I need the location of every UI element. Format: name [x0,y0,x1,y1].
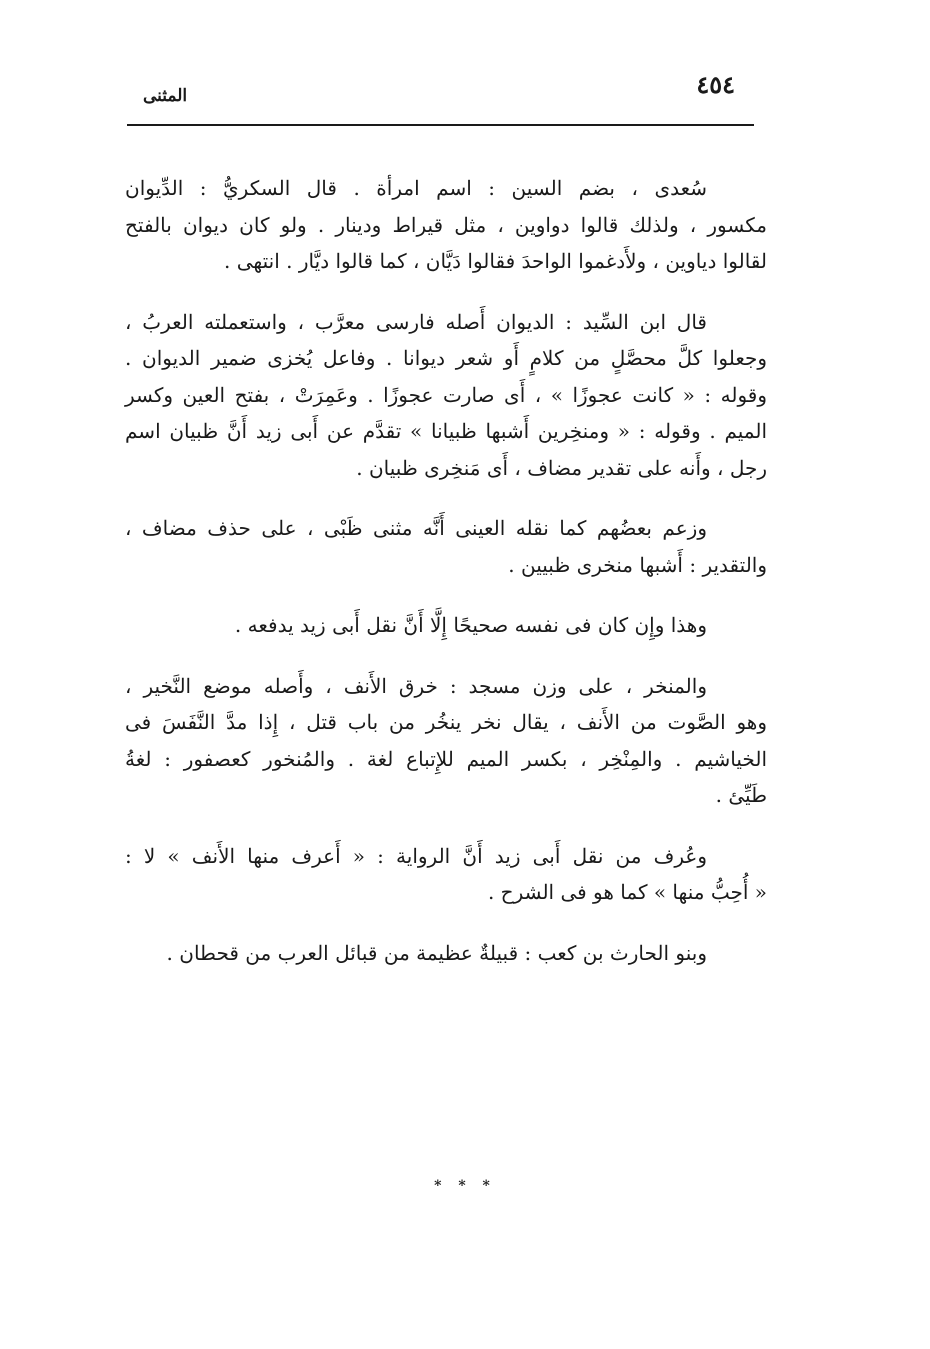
paragraph-6 [125,838,767,911]
text-line: « أُحِبُّ منها » كما هو فى الشرح . [487,880,767,904]
text-line: والمنخر ، على وزن مسجد : خرق الأَنف ، وأَصله موضع النَّخير ، [125,673,707,698]
text-line: قال ابن السِّيد : الديوان أَصله فارسى معرَّب ، واستعملته العربُ ، [125,309,707,334]
text-line: رجل ، وأَنه على تقدير مضاف ، أَى مَنخِرى ظبيان . [356,455,767,480]
running-title: المثنى [143,86,188,106]
section-ornament: * * * [434,1178,496,1194]
text-line: الخياشيم . والمِنْخِر ، بكسر الميم للإِتباع لغة . والمُنخور كعصفور : لغةُ [125,746,767,771]
page-number: ٤٥٤ [696,70,735,99]
text-line: سُعدى ، بضم السين : اسم امرأة . قال السكريُّ : الدِّيوان [125,176,707,200]
text-line: وجعلوا كلَّ محصَّلٍ من كلامٍ أَو شعر ديوانا . وفاعل يُخزى ضمير الديوان . [125,346,767,370]
text-line: وزعم بعضُهم كما نقله العينى أَنَّه مثنى ظَبْى ، على حذف مضاف ، [125,516,707,540]
text-line: وهذا وإِن كان فى نفسه صحيحًا إِلَّا أَنَّ نقل أَبى زيد يدفعه . [234,613,707,637]
text-line: والتقدير : أَشبها منخرى ظبيين . [508,552,767,577]
body-text [125,170,767,995]
text-line: وعُرف من نقل أَبى زيد أَنَّ الرواية : « أَعرف منها الأَنف » لا : [125,843,707,868]
text-line: الميم . وقوله : « ومنخِرين أَشبها ظبيانا » تقدَّم عن أَبى زيد أَنَّ ظبيان اسم [125,419,767,443]
paragraph-7 [125,935,767,972]
header-rule [127,124,754,126]
text-line: وبنو الحارث بن كعب : قبيلةٌ عظيمة من قبائل العرب من قحطان . [166,940,707,965]
paragraph-4 [125,607,767,644]
text-line: وقوله : « كانت عجوزًا » ، أَى صارت عجوزًا . وعَمِرَتْ ، بفتح العين وكسر [125,382,767,407]
paragraph-3 [125,510,767,583]
text-line: مكسور ، ولذلك قالوا دواوين ، مثل قيراط ودينار . ولو كان ديوان بالفتح [125,212,767,237]
paragraph-1 [125,170,767,280]
text-line: لقالوا دياوين ، ولأَدغموا الواحدَ فقالوا دَيَّان ، كما قالوا ديَّار . انتهى . [224,249,767,273]
text-line: طَيِّئ . [715,783,767,807]
text-line: وهو الصَّوت من الأَنف ، يقال نخر ينخُر من باب قتل ، إِذا مدَّ النَّفَسَ فى [125,710,767,734]
paragraph-5 [125,668,767,814]
paragraph-2 [125,304,767,487]
